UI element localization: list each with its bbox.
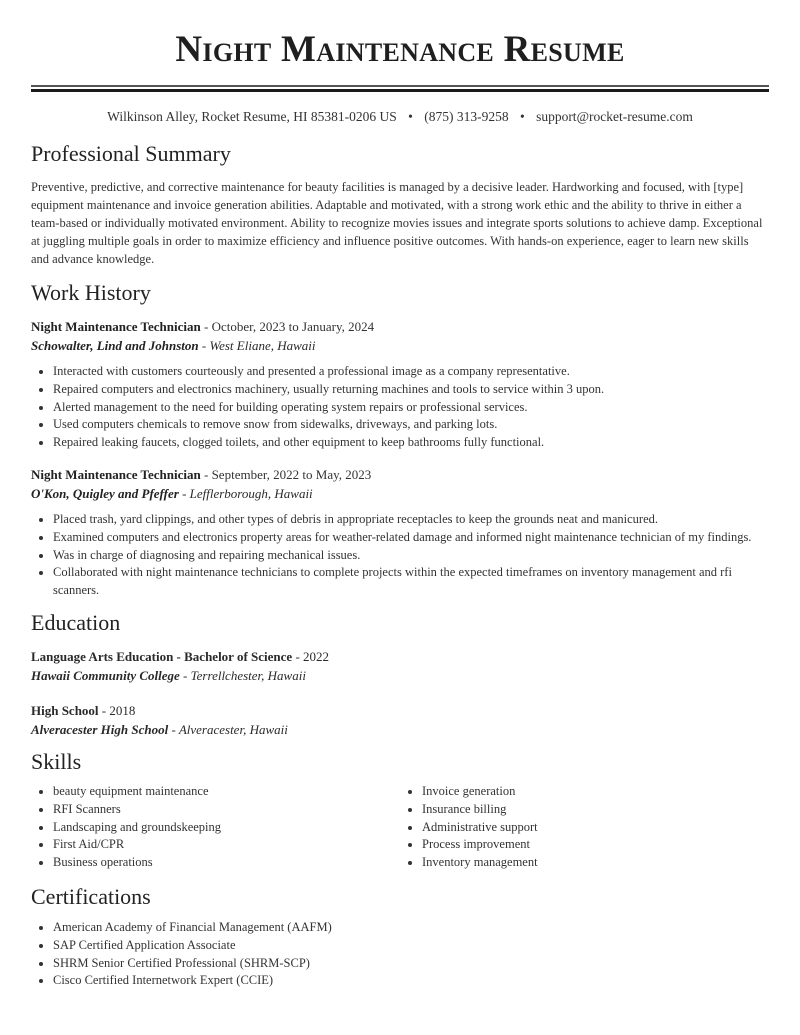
contact-phone: (875) 313-9258 xyxy=(424,109,509,124)
list-item: • Cisco Certified Internetwork Expert (CCIE) xyxy=(53,972,769,990)
list-item: • SAP Certified Application Associate xyxy=(53,937,769,955)
section-heading: Professional Summary xyxy=(31,141,231,166)
list-item: • Administrative support xyxy=(422,819,769,837)
section-heading: Education xyxy=(31,609,121,635)
professional-summary-section xyxy=(31,140,769,268)
list-item: • Process improvement xyxy=(422,836,769,854)
job-company: O'Kon, Quigley and Pfeffer xyxy=(31,485,179,501)
skills-section xyxy=(31,748,769,872)
education-section xyxy=(31,609,769,739)
list-item: • Placed trash, yard clippings, and other types of debris in appropriate receptacles to keep the grounds neat and manicured. xyxy=(53,511,769,529)
bullet-separator: • xyxy=(519,109,525,124)
list-item: • Landscaping and groundskeeping xyxy=(53,819,400,837)
list-item: • Inventory management xyxy=(422,854,769,872)
education-entry xyxy=(31,701,769,739)
job-entry xyxy=(31,317,769,452)
list-item: • American Academy of Financial Management (AAFM) xyxy=(53,919,769,937)
resume-title: Night Maintenance Resume xyxy=(175,29,625,70)
list-item: • First Aid/CPR xyxy=(53,836,400,854)
skills-columns xyxy=(31,783,769,872)
work-history-section xyxy=(31,279,769,600)
list-item: • Was in charge of diagnosing and repairing mechanical issues. xyxy=(53,547,769,565)
skills-right-column xyxy=(400,783,769,872)
job-title: Night Maintenance Technician xyxy=(31,466,201,482)
section-heading: Certifications xyxy=(31,883,151,909)
school-location: - Terrellchester, Hawaii xyxy=(179,667,306,683)
list-item: • Interacted with customers courteously and presented a professional image as a company representative. xyxy=(53,363,769,381)
header-divider xyxy=(31,85,769,92)
certifications-section xyxy=(31,883,769,990)
list-item: • Examined computers and electronics property areas for weather-related damage and informed night maintenance technician of my findings. xyxy=(53,529,769,547)
education-entry xyxy=(31,647,769,685)
list-item: • Insurance billing xyxy=(422,801,769,819)
divider-thick-line xyxy=(31,89,769,92)
section-heading: Skills xyxy=(31,748,82,774)
list-item: • Used computers chemicals to remove snow from sidewalks, driveways, and parking lots. xyxy=(53,416,769,434)
job-dates: - September, 2022 to May, 2023 xyxy=(200,466,372,482)
contact-email: support@rocket-resume.com xyxy=(536,109,693,124)
list-item: • Alerted management to the need for building operating system repairs or professional services. xyxy=(53,399,769,417)
school-location: - Alveracester, Hawaii xyxy=(168,721,288,737)
list-item: • Collaborated with night maintenance technicians to complete projects within the expected timeframes on inventory management and rfi scanners. xyxy=(53,564,769,600)
list-item: • beauty equipment maintenance xyxy=(53,783,400,801)
job-company: Schowalter, Lind and Johnston xyxy=(31,338,199,353)
contact-address: Wilkinson Alley, Rocket Resume, HI 85381-0206 US xyxy=(107,109,397,124)
list-item: • RFI Scanners xyxy=(53,801,400,819)
summary-text: Preventive, predictive, and corrective maintenance for beauty facilities is managed by a decisive leader. Hardworking and focused, with [type] equipment maintenance and invoice generation abilities. Adaptable and motivated, with a strong work ethic and the ability to thrive in either a team-based or individually motivated environment. Ability to recognize movies issues and integrate sports solutions to achieve damp. Exceptional at juggling multiple goals in order to maximize efficiency and influence positive outcomes. With hands-on experience, eager to learn new skills and advance knowledge. xyxy=(31,180,763,266)
job-dates: - October, 2023 to January, 2024 xyxy=(200,319,375,334)
degree: High School xyxy=(31,702,99,718)
job-bullets xyxy=(31,511,769,600)
list-item: • Business operations xyxy=(53,854,400,872)
job-location: - West Eliane, Hawaii xyxy=(198,338,316,353)
school-name: Alveracester High School xyxy=(31,721,169,737)
list-item: • Repaired leaking faucets, clogged toilets, and other equipment to keep bathrooms fully functional. xyxy=(53,434,769,452)
school-name: Hawaii Community College xyxy=(31,667,180,683)
job-entry xyxy=(31,465,769,600)
list-item: • SHRM Senior Certified Professional (SHRM-SCP) xyxy=(53,955,769,973)
job-bullets xyxy=(31,363,769,452)
job-location: - Lefflerborough, Hawaii xyxy=(178,485,313,501)
list-item: • Invoice generation xyxy=(422,783,769,801)
section-heading: Work History xyxy=(31,280,151,305)
certifications-list xyxy=(31,919,769,990)
degree: Language Arts Education - Bachelor of Science xyxy=(31,648,293,664)
job-title: Night Maintenance Technician xyxy=(31,319,201,334)
graduation-year: - 2018 xyxy=(98,702,136,718)
list-item: • Repaired computers and electronics machinery, usually returning machines and tools to service within 3 upon. xyxy=(53,381,769,399)
graduation-year: - 2022 xyxy=(292,648,330,664)
contact-line xyxy=(31,107,769,127)
bullet-separator: • xyxy=(408,109,413,124)
skills-left-column xyxy=(31,783,400,872)
